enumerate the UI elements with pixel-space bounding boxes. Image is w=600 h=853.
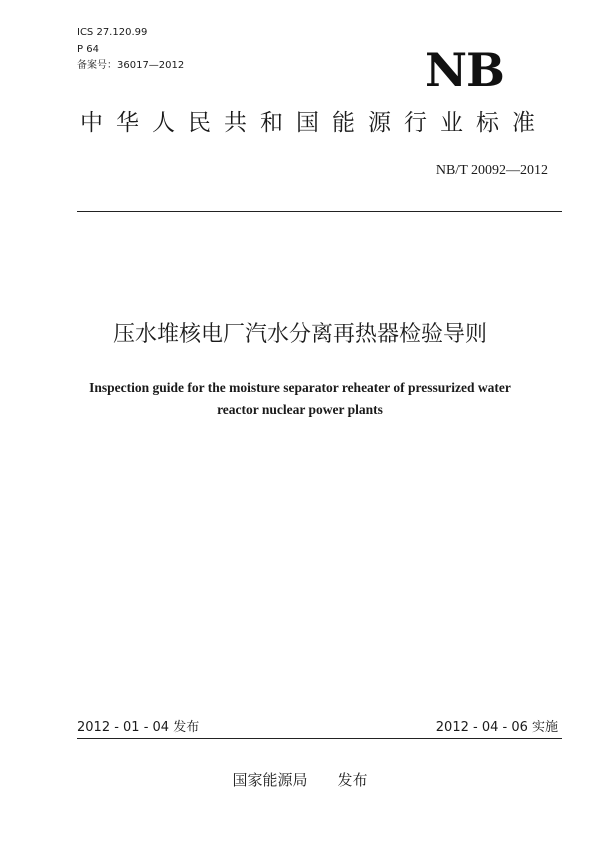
implementation-date: 2012 - 04 - 06 实施: [435, 720, 558, 735]
filing-number: 备案号：36017—2012: [77, 60, 185, 71]
publisher-line: [0, 773, 600, 788]
standard-number: NB/T 20092—2012: [435, 163, 548, 178]
english-title-line-2: reactor nuclear power plants: [217, 402, 383, 417]
bottom-divider: [77, 738, 562, 739]
standard-type-title: 中华人民共和国能源行业标准: [80, 110, 548, 136]
document-title-english: [60, 377, 540, 421]
publisher-action: 发布: [337, 771, 368, 789]
category-code: P 64: [77, 44, 99, 55]
english-title-line-1: Inspection guide for the moisture separator reheater of pressurized water: [89, 380, 511, 395]
document-title-chinese: 压水堆核电厂汽水分离再热器检验导则: [112, 322, 487, 347]
ics-code: ICS 27.120.99: [77, 27, 148, 38]
top-divider: [77, 211, 562, 212]
publisher-name: 国家能源局: [232, 771, 308, 789]
nb-logo: NB: [425, 43, 504, 97]
issue-date: 2012 - 01 - 04 发布: [77, 720, 200, 735]
